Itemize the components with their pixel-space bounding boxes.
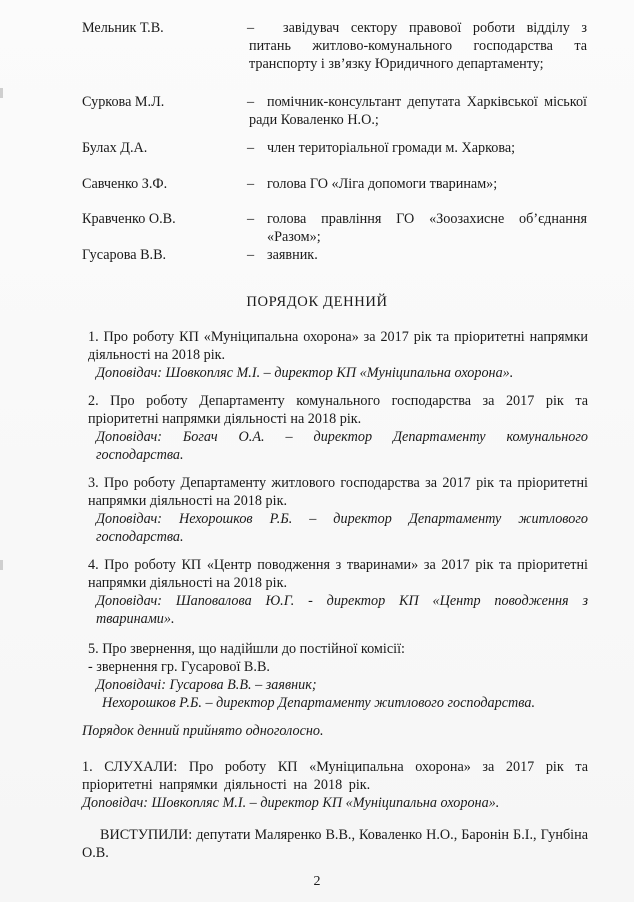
agenda-item-speaker: Доповідачі: Гусарова В.В. – заявник; — [96, 677, 317, 693]
participant-dash: – — [247, 211, 255, 227]
participant-dash: – — [247, 94, 255, 110]
heard-speaker: Доповідач: Шовкопляс М.І. – директор КП «Муніципальна охорона». — [82, 795, 500, 811]
agenda-item-text: 1. Про роботу КП «Муніципальна охорона» за 2017 рік та пріоритетні напрямки діяльності на 2018 рік. — [88, 329, 588, 363]
spoke-section — [82, 826, 588, 862]
agenda-adopted-note: Порядок денний прийнято одноголосно. — [82, 723, 324, 739]
agenda-item — [82, 392, 588, 464]
participant-name: Савченко З.Ф. — [82, 176, 168, 192]
participant-name: Гусарова В.В. — [82, 247, 167, 263]
participant-name: Кравченко О.В. — [82, 211, 176, 227]
participant-description: голова правління ГО «Зоозахисне об’єднання «Разом»; — [267, 211, 587, 245]
scan-edge-mark — [0, 88, 3, 98]
participant-name: Булах Д.А. — [82, 140, 148, 156]
agenda-item-speaker: Нехорошков Р.Б. – директор Департаменту житлового господарства. — [102, 695, 535, 711]
agenda-item — [82, 474, 588, 546]
participant-description: член територіальної громади м. Харкова; — [267, 140, 516, 156]
participant-name: Суркова М.Л. — [82, 94, 165, 110]
participant-description: заявник. — [267, 247, 318, 263]
heard-section — [82, 758, 588, 812]
agenda-item — [82, 328, 588, 382]
page-number: 2 — [313, 874, 321, 889]
agenda-item-text: 3. Про роботу Департаменту житлового господарства за 2017 рік та пріоритетні напрямки діяльності на 2018 рік. — [88, 475, 588, 509]
participant-description: завідувач сектору правової роботи відділу з питань житлово-комунального господарства та транспорту і зв’язку Юридичного департаменту; — [249, 20, 587, 72]
participant-description: помічник-консультант депутата Харківської міської ради Коваленко Н.О.; — [249, 94, 587, 128]
agenda-item-speaker: Доповідач: Нехорошков Р.Б. – директор Департаменту житлового господарства. — [96, 511, 588, 545]
agenda-item-speaker: Доповідач: Шаповалова Ю.Г. - директор КП «Центр поводження з тваринами». — [96, 593, 588, 627]
agenda-item — [82, 640, 588, 712]
agenda-item-speaker: Доповідач: Шовкопляс М.І. – директор КП «Муніципальна охорона». — [96, 365, 514, 381]
heard-text: 1. СЛУХАЛИ: Про роботу КП «Муніципальна охорона» за 2017 рік та пріоритетні напрямки діяльності на 2018 рік. — [82, 759, 588, 793]
participant-name: Мельник Т.В. — [82, 20, 164, 36]
agenda-item-text: 4. Про роботу КП «Центр поводження з тваринами» за 2017 рік та пріоритетні напрямки діяльності на 2018 рік. — [88, 557, 588, 591]
participant-dash: – — [247, 176, 255, 192]
agenda-item-text: 5. Про звернення, що надійшли до постійної комісії: — [88, 641, 405, 657]
agenda-item-speaker: Доповідач: Богач О.А. – директор Департаменту комунального господарства. — [96, 429, 588, 463]
participant-dash: – — [247, 140, 255, 156]
agenda-title: ПОРЯДОК ДЕННИЙ — [246, 294, 388, 310]
scan-edge-mark — [0, 560, 3, 570]
participant-dash: – — [247, 20, 255, 36]
agenda-item — [82, 556, 588, 628]
agenda-item-text: 2. Про роботу Департаменту комунального господарства за 2017 рік та пріоритетні напрямки діяльності на 2018 рік. — [88, 393, 588, 427]
agenda-item-subitem: - звернення гр. Гусарової В.В. — [88, 659, 270, 675]
participant-description: голова ГО «Ліга допомоги тваринам»; — [267, 176, 498, 192]
participant-dash: – — [247, 247, 255, 263]
spoke-text: ВИСТУПИЛИ: депутати Маляренко В.В., Коваленко Н.О., Баронін Б.І., Гунбіна О.В. — [82, 827, 588, 861]
